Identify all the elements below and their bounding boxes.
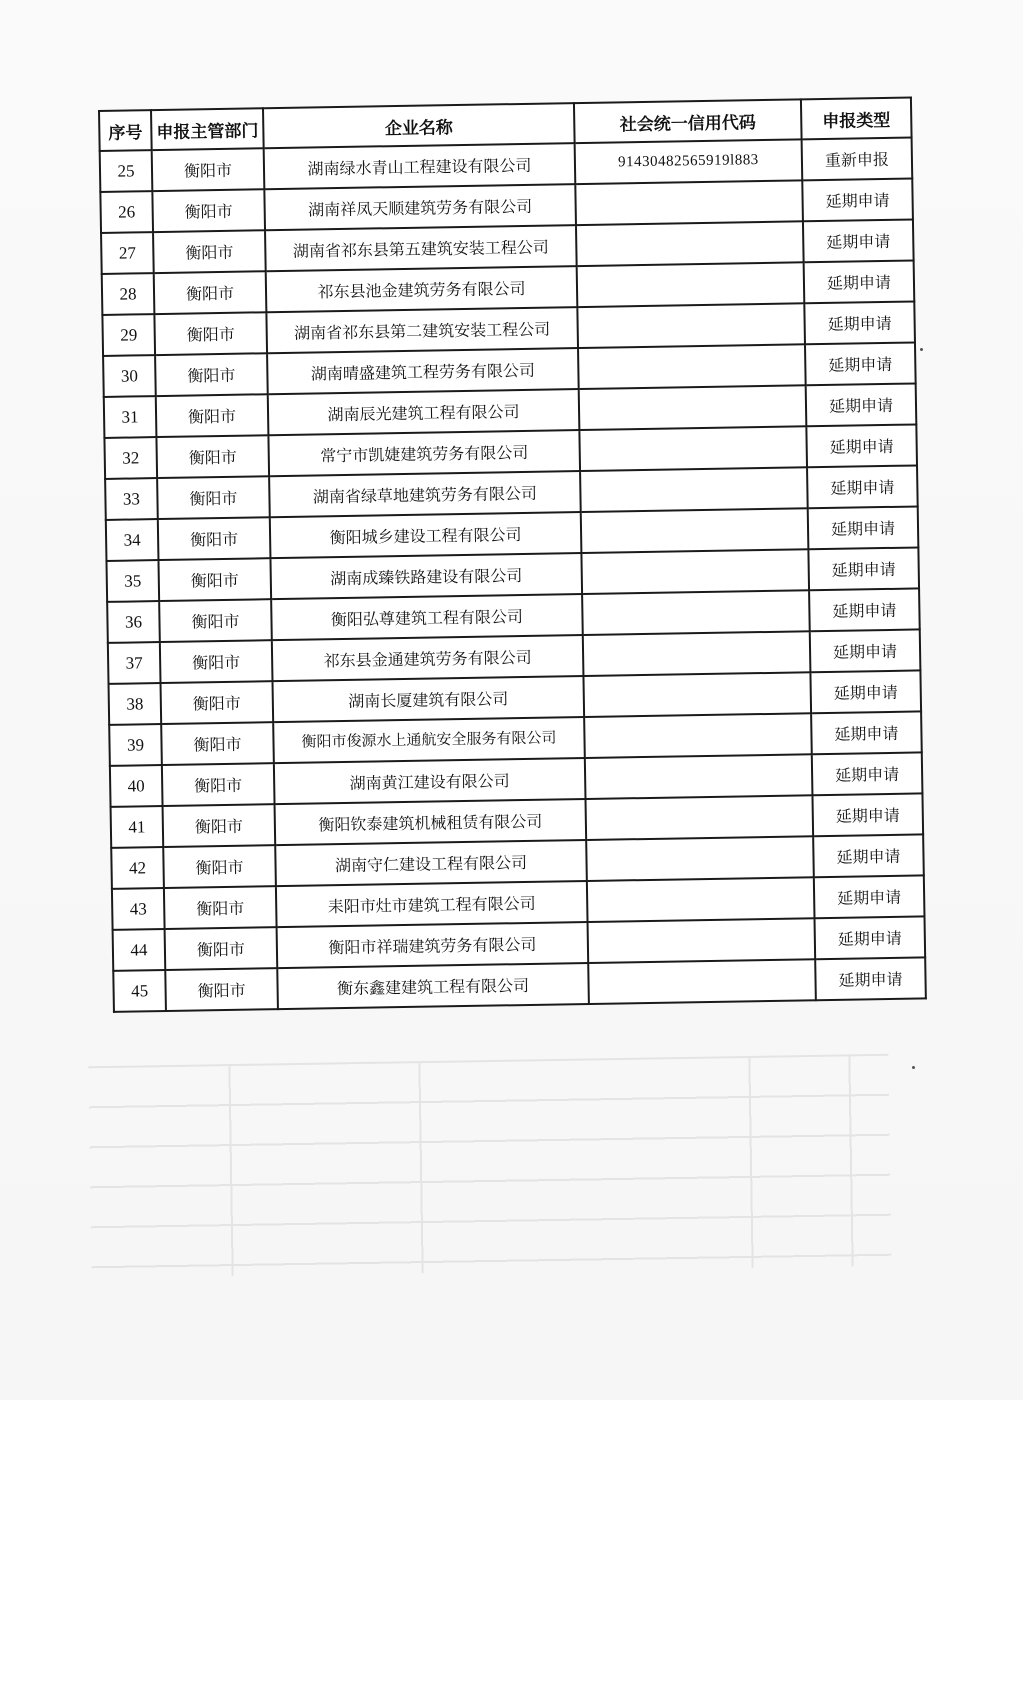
cell-application-type: 延期申请 <box>812 793 923 836</box>
cell-department: 衡阳市 <box>158 558 271 601</box>
cell-department: 衡阳市 <box>159 599 272 642</box>
enterprise-list-table <box>98 97 927 1013</box>
cell-company-name: 湖南长厦建筑有限公司 <box>272 676 584 722</box>
header-department: 申报主管部门 <box>151 108 264 150</box>
cell-credit-code <box>583 672 811 717</box>
cell-credit-code <box>588 959 816 1004</box>
cell-department: 衡阳市 <box>165 968 278 1011</box>
cell-department: 衡阳市 <box>164 886 277 929</box>
cell-credit-code <box>576 221 804 266</box>
cell-company-name: 湖南黄江建设有限公司 <box>274 758 586 804</box>
cell-credit-code <box>579 385 807 430</box>
cell-serial-number: 31 <box>104 396 157 438</box>
cell-company-name: 湖南省祁东县第二建筑安装工程公司 <box>266 307 578 353</box>
cell-credit-code: 91430482565919l883 <box>575 139 803 184</box>
cell-serial-number: 32 <box>104 437 157 479</box>
cell-credit-code <box>588 918 816 963</box>
cell-department: 衡阳市 <box>163 804 276 847</box>
cell-serial-number: 44 <box>113 929 166 971</box>
cell-company-name: 耒阳市灶市建筑工程有限公司 <box>276 881 588 927</box>
cell-department: 衡阳市 <box>165 927 278 970</box>
cell-credit-code <box>583 631 811 676</box>
cell-company-name: 衡阳钦泰建筑机械租赁有限公司 <box>275 799 587 845</box>
cell-company-name: 衡阳市俊源水上通航安全服务有限公司 <box>273 717 585 763</box>
cell-credit-code <box>580 467 808 512</box>
cell-department: 衡阳市 <box>152 148 265 191</box>
cell-credit-code <box>585 795 813 840</box>
header-company-name: 企业名称 <box>263 103 575 148</box>
cell-company-name: 衡东鑫建建筑工程有限公司 <box>277 963 589 1009</box>
cell-application-type: 延期申请 <box>804 301 915 344</box>
cell-company-name: 湖南辰光建筑工程有限公司 <box>268 389 580 435</box>
cell-department: 衡阳市 <box>153 230 266 273</box>
cell-credit-code <box>575 180 803 225</box>
cell-department: 衡阳市 <box>163 845 276 888</box>
cell-department: 衡阳市 <box>162 763 275 806</box>
cell-company-name: 湖南晴盛建筑工程劳务有限公司 <box>267 348 579 394</box>
cell-application-type: 延期申请 <box>813 834 924 877</box>
cell-serial-number: 42 <box>111 847 164 889</box>
cell-serial-number: 41 <box>111 806 164 848</box>
cell-credit-code <box>584 713 812 758</box>
cell-application-type: 延期申请 <box>811 711 922 754</box>
scan-speck <box>912 1066 915 1069</box>
cell-application-type: 延期申请 <box>802 179 913 222</box>
cell-application-type: 延期申请 <box>808 547 919 590</box>
cell-application-type: 延期申请 <box>806 424 917 467</box>
cell-company-name: 衡阳弘尊建筑工程有限公司 <box>271 594 583 640</box>
cell-company-name: 湖南祥凤天顺建筑劳务有限公司 <box>264 184 576 230</box>
cell-application-type: 延期申请 <box>812 752 923 795</box>
cell-credit-code <box>585 754 813 799</box>
scan-speck <box>920 348 923 351</box>
cell-application-type: 延期申请 <box>815 957 926 1000</box>
cell-company-name: 常宁市凯婕建筑劳务有限公司 <box>268 430 580 476</box>
cell-serial-number: 30 <box>103 355 156 397</box>
cell-department: 衡阳市 <box>160 640 273 683</box>
cell-department: 衡阳市 <box>157 476 270 519</box>
cell-company-name: 衡阳城乡建设工程有限公司 <box>270 512 582 558</box>
cell-serial-number: 35 <box>106 560 159 602</box>
cell-application-type: 延期申请 <box>809 588 920 631</box>
cell-application-type: 延期申请 <box>806 383 917 426</box>
cell-credit-code <box>579 426 807 471</box>
cell-department: 衡阳市 <box>156 394 269 437</box>
cell-application-type: 延期申请 <box>810 629 921 672</box>
cell-application-type: 延期申请 <box>808 506 919 549</box>
cell-credit-code <box>577 262 805 307</box>
cell-department: 衡阳市 <box>154 271 267 314</box>
cell-company-name: 祁东县池金建筑劳务有限公司 <box>266 266 578 312</box>
cell-serial-number: 29 <box>102 314 155 356</box>
cell-serial-number: 26 <box>100 191 153 233</box>
header-serial-number: 序号 <box>99 110 152 151</box>
cell-credit-code <box>581 549 809 594</box>
cell-company-name: 衡阳市祥瑞建筑劳务有限公司 <box>277 922 589 968</box>
cell-company-name: 湖南绿水青山工程建设有限公司 <box>264 143 576 189</box>
cell-application-type: 延期申请 <box>807 465 918 508</box>
cell-company-name: 湖南省绿草地建筑劳务有限公司 <box>269 471 581 517</box>
cell-serial-number: 37 <box>108 642 161 684</box>
cell-serial-number: 25 <box>100 150 153 192</box>
cell-application-type: 延期申请 <box>814 875 925 918</box>
cell-credit-code <box>577 303 805 348</box>
cell-serial-number: 43 <box>112 888 165 930</box>
cell-department: 衡阳市 <box>161 722 274 765</box>
cell-serial-number: 27 <box>101 232 154 274</box>
cell-serial-number: 40 <box>110 765 163 807</box>
cell-application-type: 延期申请 <box>803 220 914 263</box>
cell-credit-code <box>587 877 815 922</box>
cell-application-type: 延期申请 <box>805 342 916 385</box>
cell-application-type: 延期申请 <box>804 260 915 303</box>
cell-credit-code <box>586 836 814 881</box>
cell-department: 衡阳市 <box>158 517 271 560</box>
cell-serial-number: 34 <box>106 519 159 561</box>
cell-credit-code <box>582 590 810 635</box>
cell-serial-number: 45 <box>113 970 166 1012</box>
header-credit-code: 社会统一信用代码 <box>574 99 802 143</box>
cell-department: 衡阳市 <box>156 435 269 478</box>
cell-department: 衡阳市 <box>161 681 274 724</box>
cell-application-type: 延期申请 <box>810 670 921 713</box>
cell-company-name: 湖南成臻铁路建设有限公司 <box>270 553 582 599</box>
header-application-type: 申报类型 <box>801 98 912 140</box>
cell-company-name: 祁东县金通建筑劳务有限公司 <box>272 635 584 681</box>
cell-serial-number: 38 <box>109 683 162 725</box>
cell-department: 衡阳市 <box>152 189 265 232</box>
cell-serial-number: 33 <box>105 478 158 520</box>
cell-application-type: 重新申报 <box>802 138 913 181</box>
cell-credit-code <box>578 344 806 389</box>
bleed-through-table <box>88 1054 891 1279</box>
cell-credit-code <box>581 508 809 553</box>
cell-serial-number: 39 <box>109 724 162 766</box>
cell-department: 衡阳市 <box>154 312 267 355</box>
cell-department: 衡阳市 <box>155 353 268 396</box>
cell-serial-number: 28 <box>102 273 155 315</box>
cell-application-type: 延期申请 <box>814 916 925 959</box>
cell-company-name: 湖南守仁建设工程有限公司 <box>275 840 587 886</box>
cell-company-name: 湖南省祁东县第五建筑安装工程公司 <box>265 225 577 271</box>
cell-serial-number: 36 <box>107 601 160 643</box>
